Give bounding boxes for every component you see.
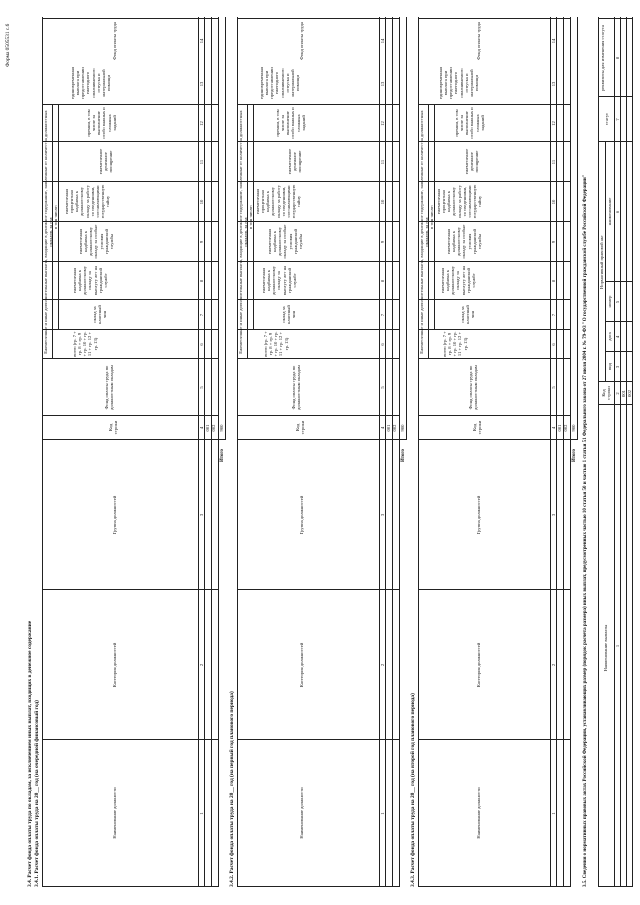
colnum: 10 [551,199,556,205]
col-name: наименование [607,197,612,226]
colnum: 4 [615,335,620,339]
col-fund-salary: Фонд оплаты труда по должностным окладам [104,365,115,410]
colnum: 5 [199,386,204,389]
colnum: 14 [380,38,385,44]
colnum: 9 [551,240,556,244]
colnum: 1 [380,812,385,815]
colnum: 5 [615,300,620,304]
colnum: 6 [199,343,204,346]
colnum: 13 [199,81,204,87]
section-3-4-2-title: 3.4.2. Расчет фонда оплаты труда на 20__ год (на первый год планового периода) [229,691,235,887]
col-other-top: Ежемесячные и иные дополнительные выплаты, входящие в денежное содержание, заявленные от количества должностных окладов, за год [419,110,430,354]
row-code: 001 [557,424,562,432]
colnum: 1 [551,812,556,815]
col-7: оклад за классный чин [281,305,297,324]
colnum: 7 [380,313,385,317]
colnum: 6 [551,343,556,346]
col-other-top: Ежемесячные и иные дополнительные выплаты, входящие в денежное содержание, заявленные от количества должностных окладов, за год [238,110,249,354]
col-date: дата [607,332,612,341]
col-10: ежемесячная процентная надбавка к должностному окладу за работу со сведениями, составляющими государственную тайну [436,184,483,219]
colnum: 8 [199,279,204,283]
col-category: Категория должностей [299,642,304,688]
table-3-5 [598,17,632,887]
colnum: 2 [380,663,385,667]
col-payment-name: Наименование выплаты [603,624,608,672]
total-label: Итого [401,449,406,462]
colnum: 6 [615,210,620,214]
colnum: 12 [551,121,556,126]
table-3-4-2 [237,17,406,887]
col-11: ежемесячное денежное поощрение [98,148,114,175]
colnum: 6 [380,343,385,346]
col-total: всего (гр. 7 + гр. 8 + гр. 9 + гр. 10 + гр. 11 + гр. 12 + гр. 13) [442,331,468,357]
colnum: 3 [380,513,385,517]
colnum: 8 [380,279,385,283]
colnum: 13 [551,81,556,87]
colnum: 4 [199,426,204,430]
section-3-4-1-title: 3.4.1. Расчет фонда оплаты труда на 20__ год (на очередной финансовый год) [34,700,40,887]
col-12: премии, в том числе за выполнение особо важных и сложных заданий [86,107,117,139]
row-code: 001 [386,424,391,432]
col-13: единовременная выплата при предоставлении ежегодного оплачиваемого отпуска и материальной помощи [438,66,479,100]
total-code: 900 [400,424,405,432]
col-group: Группа должностей [476,495,481,535]
total-code: 900 [571,424,576,432]
colnum: 10 [199,199,204,205]
total-label: Итого [220,449,225,462]
colnum: 3 [615,365,620,369]
col-10: ежемесячная процентная надбавка к должностному окладу за работу со сведениями, составляющими государственную тайну [255,184,302,219]
col-total: всего (гр. 7 + гр. 8 + гр. 9 + гр. 10 + гр. 11 + гр. 12 + гр. 13) [263,331,289,357]
col-fund-salary: Фонд оплаты труда по должностным окладам [468,365,479,410]
colnum: 8 [551,279,556,283]
colnum: 2 [199,663,204,667]
colnum: 11 [380,159,385,165]
colnum: 1 [199,812,204,815]
row-code: 001 [205,424,210,432]
table-3-4-3 [418,17,577,887]
col-fund-salary: Фонд оплаты труда по должностным окладам [291,365,302,410]
col-incl: в том числе: [248,205,253,229]
col-status: статус [604,112,609,126]
total-label: Итого [572,449,577,462]
colnum: 4 [551,426,556,430]
colnum: 4 [380,426,385,430]
col-13: единовременная выплата при предоставлении ежегодного оплачиваемого отпуска и материальной помощи [259,66,300,100]
col-name-post: Наименование должности [112,787,117,839]
colnum: 13 [380,81,385,87]
colnum: 12 [199,121,204,126]
col-12: премии, в том числе за выполнение особо важных и сложных заданий [454,107,485,139]
col-line-code: Код строки [108,420,119,435]
colnum: 2 [615,392,620,395]
colnum: 10 [380,199,385,205]
colnum: 5 [380,386,385,389]
col-7: оклад за классный чин [92,305,108,324]
col-14: Фонд оплаты труда [112,22,117,60]
total-code: 900 [219,424,224,432]
col-14: Фонд оплаты труда [299,22,304,60]
colnum: 14 [551,38,556,44]
row-code: 001 [621,390,626,397]
col-9: ежемесячная надбавка к должностному окладу за особые условия гражданской службы [267,224,303,259]
colnum: 11 [551,159,556,165]
colnum: 12 [380,121,385,126]
col-12: премии, в том числе за выполнение особо важных и сложных заданий [275,107,306,139]
col-8: ежемесячная надбавка к должностному окладу за выслугу лет на гражданской службе [440,265,476,296]
colnum: 2 [551,663,556,667]
colnum: 3 [199,513,204,517]
row-code: 002 [211,424,216,432]
col-14: Фонд оплаты труда [476,22,481,60]
col-8: ежемесячная надбавка к должностному окладу за выслугу лет на гражданской службе [261,265,297,296]
col-incl: в том числе: [53,205,58,229]
row-code: 002 [392,424,397,432]
col-other-top: Ежемесячные и иные дополнительные выплаты, входящие в денежное содержание, заявленные от количества должностных окладов, за год [43,110,54,354]
col-line-code-3-5: Код строки [601,386,612,400]
col-line-code: Код строки [295,420,306,435]
colnum: 7 [551,313,556,317]
col-total: всего (гр. 7 + гр. 8 + гр. 9 + гр. 10 + гр. 11 + гр. 12 + гр. 13) [72,331,98,357]
form-label: Форма 0505531 с.6 [5,23,11,67]
colnum: 7 [615,118,620,121]
row-code: 002 [563,424,568,432]
colnum: 3 [551,513,556,517]
col-group: Группа должностей [112,495,117,535]
col-13: единовременная выплата при предоставлении ежегодного оплачиваемого отпуска и материальной помощи [70,66,111,100]
colnum: 1 [615,644,620,648]
section-3-4-3-title: 3.4.3. Расчет фонда оплаты труда на 20__ год (на второй год планового периода) [410,693,416,887]
colnum: 5 [551,386,556,389]
col-11: ежемесячное денежное поощрение [287,148,303,175]
col-category: Категория должностей [476,642,481,688]
colnum: 9 [380,240,385,244]
table-3-4-1 [42,17,225,887]
colnum: 8 [615,56,620,60]
colnum: 14 [199,38,204,44]
col-10: ежемесячная процентная надбавка к должностному окладу за работу со сведениями, составляющими государственную тайну [64,184,111,219]
col-act-group: Нормативный правовой акт [599,235,604,289]
col-line-code: Код строки [472,420,483,435]
col-9: ежемесячная надбавка к должностному окладу за особые условия гражданской службы [78,224,114,259]
col-9: ежемесячная надбавка к должностному окладу за особые условия гражданской службы [446,224,482,259]
col-attr: реквизиты для изменения статуса [600,25,605,91]
col-number: номер [607,295,612,308]
section-3-5-title: 3.5. Сведения о нормативных правовых актах Российской Федерации, устанавливающих размер (порядок расчета размера) иных выплат, предусмотренных частью 10 статьи 50 и частью 1 статьи 51 Федерального закона от 27 июля 2004 г. № 79-ФЗ "О государственной гражданской службе Российской Федерации" [583,174,588,887]
col-category: Категория должностей [112,642,117,688]
col-7: оклад за классный чин [460,305,476,324]
col-11: ежемесячное денежное поощрение [464,148,480,175]
colnum: 11 [199,159,204,165]
colnum: 9 [199,240,204,244]
col-name-post: Наименование должности [476,787,481,839]
col-incl: в том числе: [429,205,434,229]
row-code: 002 [627,390,632,397]
col-type: вид [607,363,612,370]
col-name-post: Наименование должности [299,787,304,839]
section-3-4-title: 3.4. Расчет фонда оплаты труда по окладам, за исключением иных выплат, входящих в денежное содержание [27,620,33,887]
colnum: 7 [199,313,204,317]
col-8: ежемесячная надбавка к должностному окладу за выслугу лет на гражданской службе [72,265,108,296]
col-group: Группа должностей [299,495,304,535]
